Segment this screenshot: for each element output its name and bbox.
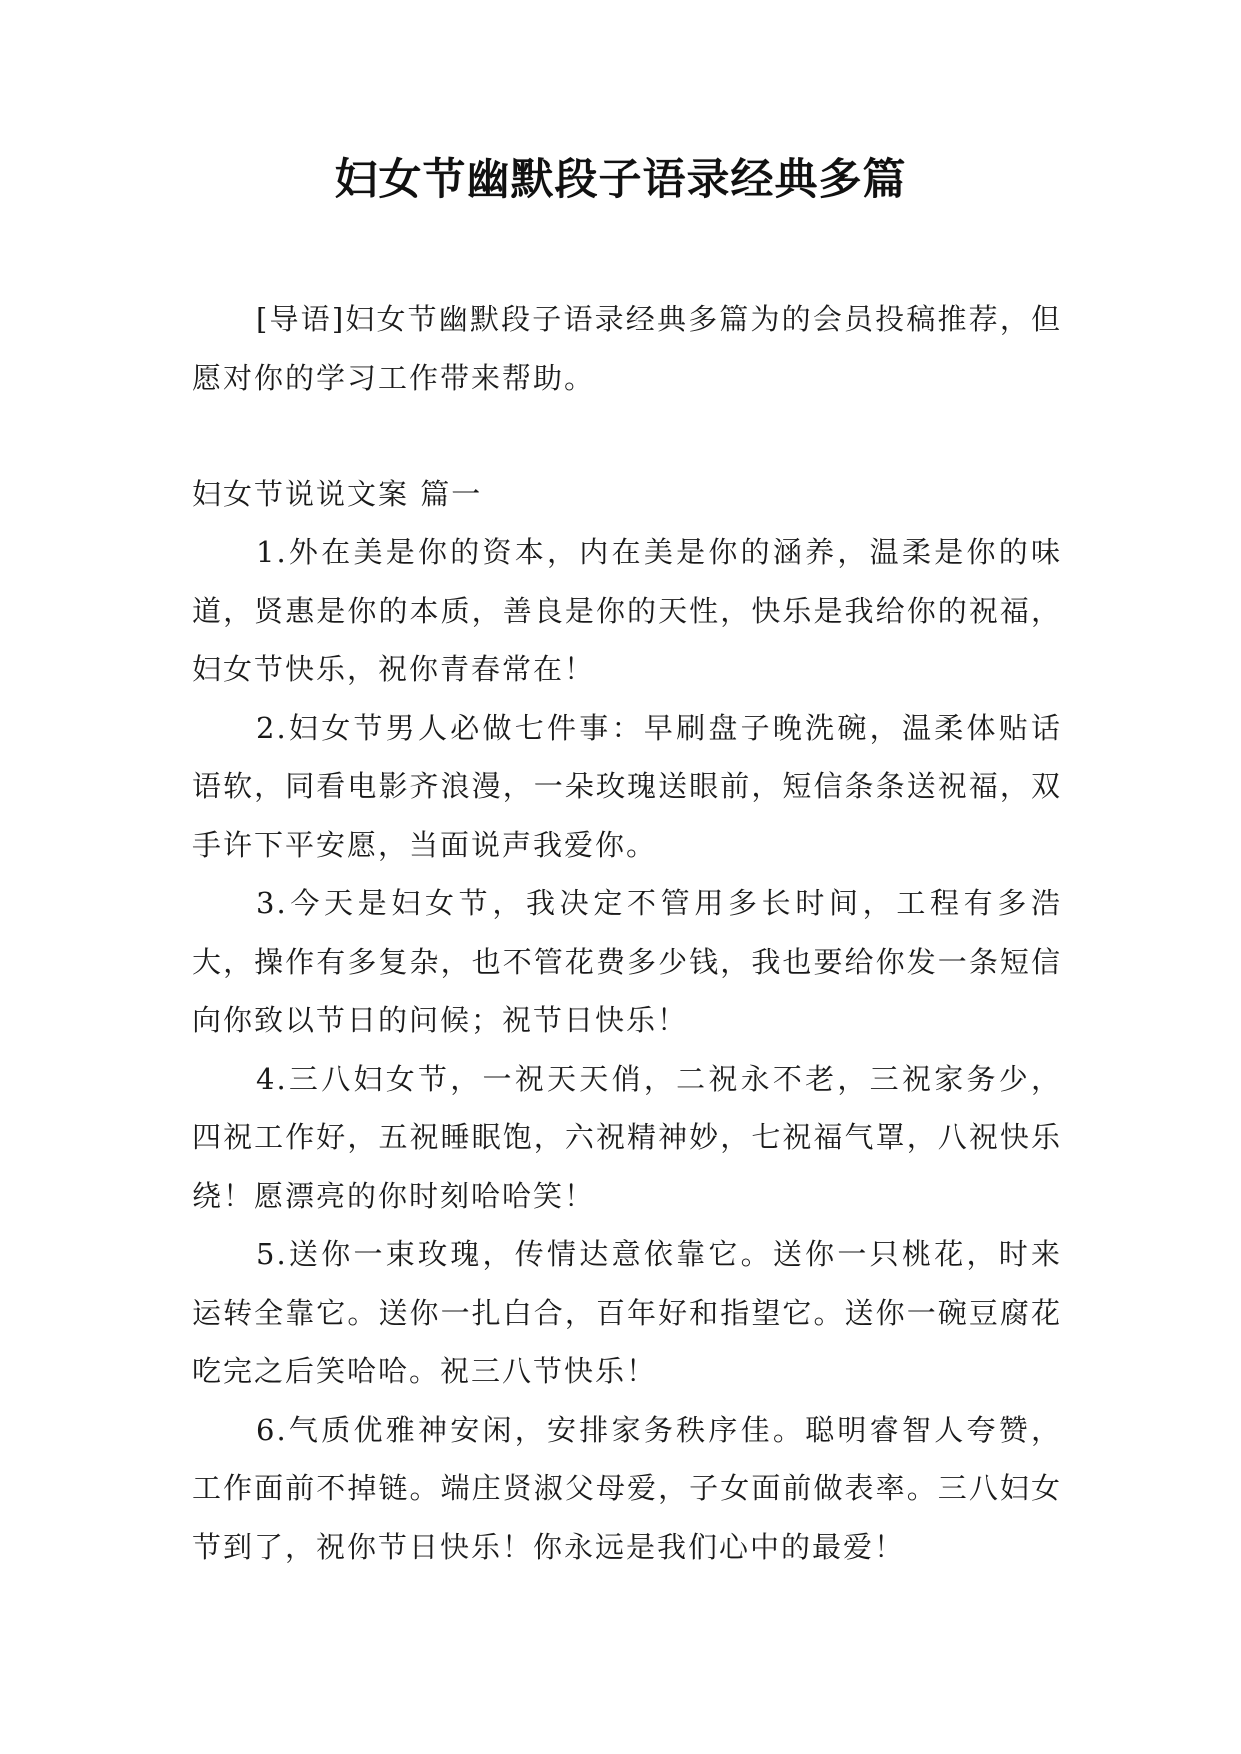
document-title: 妇女节幽默段子语录经典多篇 — [334, 155, 907, 205]
list-item: 1.外在美是你的资本，内在美是你的涵养，温柔是你的味道，贤惠是你的本质，善良是你的天性，快乐是我给你的祝福，妇女节快乐，祝你青春常在！ — [192, 535, 1062, 686]
list-item: 2.妇女节男人必做七件事：早刷盘子晚洗碗，温柔体贴话语软，同看电影齐浪漫，一朵玫瑰送眼前，短信条条送祝福，双手许下平安愿，当面说声我爱你。 — [192, 710, 1062, 862]
list-item: 5.送你一束玫瑰，传情达意依靠它。送你一只桃花，时来运转全靠它。送你一扎白合，百年好和指望它。送你一碗豆腐花吃完之后笑哈哈。祝三八节快乐！ — [192, 1237, 1062, 1388]
item-list — [192, 523, 1062, 1576]
section-heading: 妇女节说说文案 篇一 — [192, 477, 483, 511]
list-item: 4.三八妇女节，一祝天天俏，二祝永不老，三祝家务少，四祝工作好，五祝睡眠饱，六祝精神妙，七祝福气罩，八祝快乐绕！愿漂亮的你时刻哈哈笑！ — [192, 1061, 1062, 1213]
list-item: 3.今天是妇女节，我决定不管用多长时间，工程有多浩大，操作有多复杂，也不管花费多少钱，我也要给你发一条短信向你致以节日的问候；祝节日快乐！ — [192, 886, 1062, 1037]
intro-paragraph: [导语]妇女节幽默段子语录经典多篇为的会员投稿推荐，但愿对你的学习工作带来帮助。 — [192, 302, 1062, 395]
list-item: 6.气质优雅神安闲，安排家务秩序佳。聪明睿智人夸赞，工作面前不掉链。端庄贤淑父母爱，子女面前做表率。三八妇女节到了，祝你节日快乐！你永远是我们心中的最爱！ — [192, 1412, 1062, 1564]
